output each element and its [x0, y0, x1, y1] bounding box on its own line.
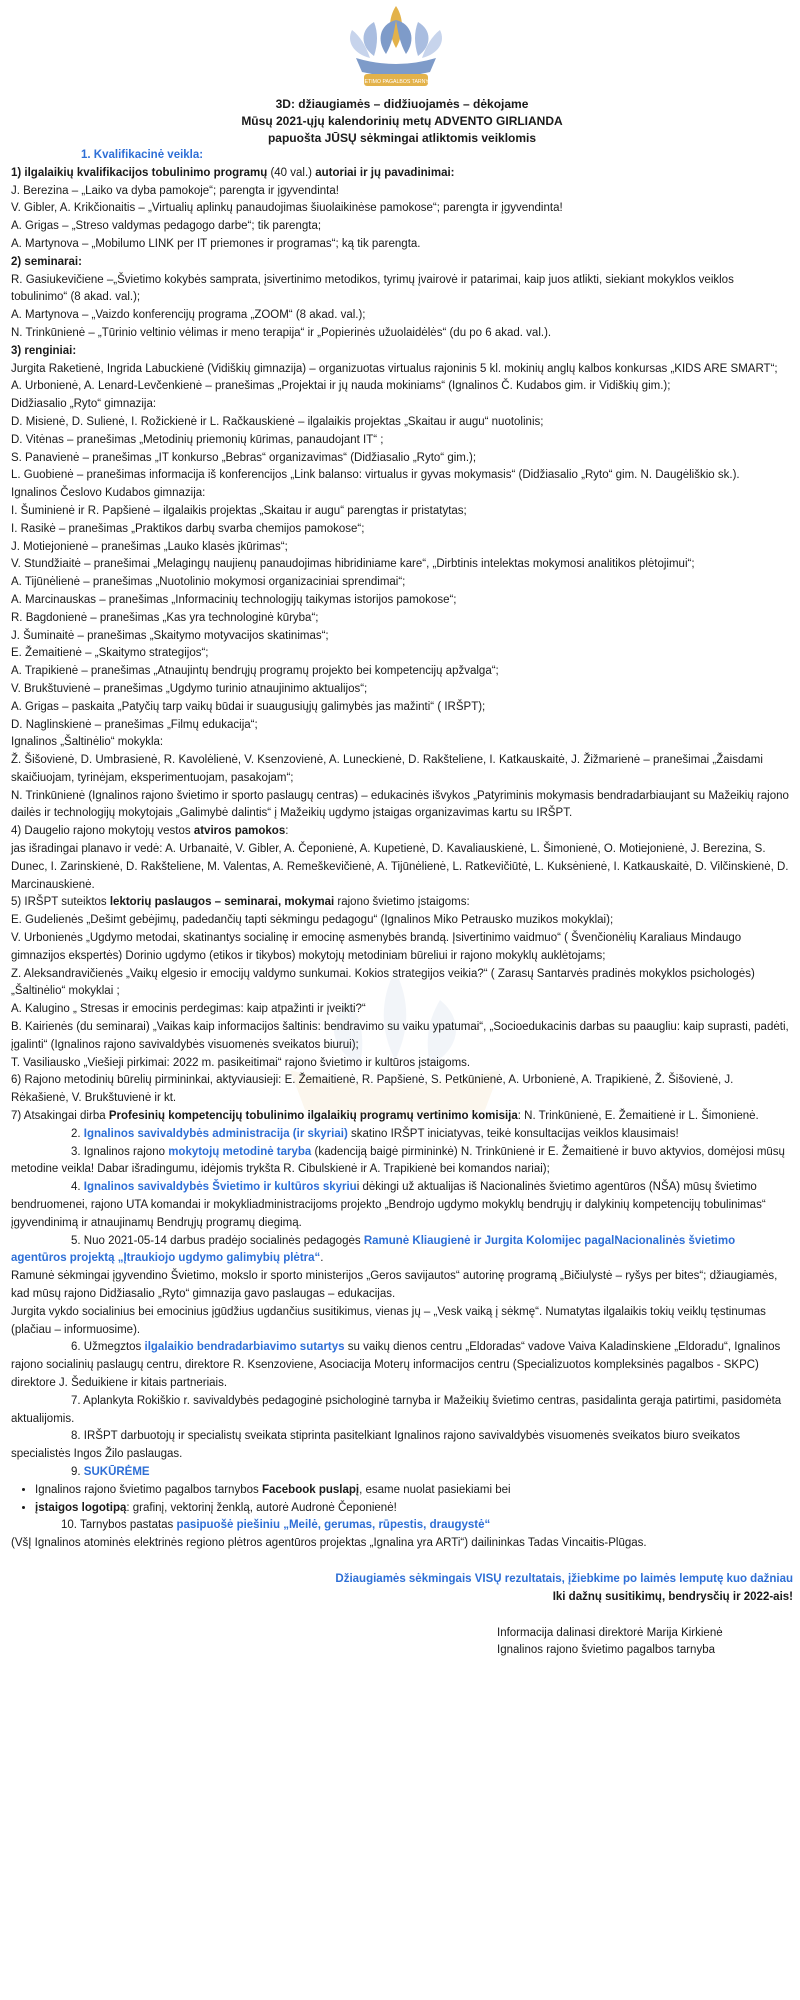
list-item: Didžiasalio „Ryto“ gimnazija: — [11, 398, 157, 411]
list-item: A. Martynova – „Mobilumo LINK per IT priemones ir programas“; ką tik parengta. — [11, 237, 421, 250]
list-item: V. Brukštuvienė – pranešimas „Ugdymo turinio atnaujinimo aktualijos“; — [11, 682, 368, 695]
closing-line-2: Iki dažnų susitikimų, bendrysčių ir 2022-ais! — [552, 1590, 793, 1603]
title-line-3: papuošta JŪSŲ sėkmingai atliktomis veiklomis — [267, 131, 537, 145]
document-body — [11, 96, 793, 1660]
methodical-groups-paragraph: 6) Rajono metodinių būrelių pirmininkai, aktyviausieji: E. Žemaitienė, R. Papšienė, S. Petkūnienė, A. Urbonienė, A. Trapikienė, Ž. Šišovienė, J. Rėkašienė, V. Brukštuvienė ir kt. — [11, 1074, 734, 1105]
list-item: Ignalinos „Šaltinėlio“ mokykla: — [11, 736, 164, 749]
paragraph-7: 7. Aplankyta Rokiškio r. savivaldybės pedagoginė psichologinė tarnyba ir Mažeikių švietimo centras, pasidalinta gerąja patirtimi, pasidomėta aktualijomis. — [11, 1394, 782, 1425]
title-line-1: 3D: džiaugiamės – didžiuojamės – dėkojame — [275, 97, 529, 111]
lecturer-services-heading: 5) IRŠPT suteiktos lektorių paslaugos – seminarai, mokymai rajono švietimo įstaigoms: — [11, 896, 470, 909]
open-lessons-list: jas išradingai planavo ir vedė: A. Urbanaitė, V. Gibler, A. Čeponienė, A. Kupetienė, D. Kavaliauskienė, L. Šimonienė, O. Motiejonienė, J. Berezina, S. Dunec, I. Zarinskienė, D. Rakšteliene, M. Valentas, A. Remeškevičienė, A. Tijūnėlienė, L. Ratkevičiūtė, L. Kuksėnienė, I. Katkauskaitė, D. Vilčinskienė, D. Marcinauskienė. — [11, 843, 789, 891]
subsection-events-heading: 3) renginiai: — [11, 344, 77, 357]
subsection-programs-heading: 1) ilgalaikių kvalifikacijos tobulinimo programų (40 val.) autoriai ir jų pavadinimai: — [11, 166, 455, 179]
paragraph-5-jurgita: Jurgita vykdo socialinius bei emocinius įgūdžius ugdančius susitikimus, vienas jų – „Vesk vaiką į sėkmę“. Numatytas ilgalaikis tokių veiklų tęstinumas (plačiau – informuosime). — [11, 1305, 766, 1336]
list-item: S. Panavienė – pranešimas „IT konkurso „Bebras“ organizavimas“ (Didžiasalio „Ryto“ gim.); — [11, 451, 477, 464]
list-item: Ž. Šišovienė, D. Umbrasienė, R. Kavolėlienė, V. Ksenzovienė, A. Luneckienė, D. Rakšteliene, I. Katkauskaitė, J. Žižmarienė – pranešimai „Žaisdami skaičiuojam, tyrinėjam, eksperimentuojam, pasakojam“; — [11, 754, 763, 784]
subsection-seminars-heading: 2) seminarai: — [11, 255, 82, 268]
paragraph-5-ramune: Ramunė sėkmingai įgyvendino Švietimo, mokslo ir sporto ministerijos „Geros savijautos“ autorinę programą „Bičiulystė – ryšys per bites“; džiaugiamės, kad mūsų rajono Didžiasalio „Ryto“ gimnazija gavo paslaugas – edukacijas. — [11, 1270, 778, 1300]
closing-line-1: Džiaugiamės sėkmingais VISŲ rezultatais, įžiebkime po laimės lemputę kuo dažniau — [335, 1572, 793, 1585]
list-item: D. Misienė, D. Sulienė, I. Rožickienė ir L. Račkauskienė – ilgalaikis projektas „Skaitau ir augu“ nuotolinis; — [11, 415, 544, 428]
paragraph-9: 9. SUKŪRĖME — [71, 1465, 150, 1478]
list-item: J. Berezina – „Laiko va dyba pamokoje“; parengta ir įgyvendinta! — [11, 184, 339, 197]
list-item-facebook: • Ignalinos rajono švietimo pagalbos tarnybos Facebook puslapį, esame nuolat pasiekiami bei — [35, 1482, 793, 1500]
list-item: N. Trinkūnienė (Ignalinos rajono švietimo ir sporto paslaugų centras) – edukacinės išvykos „Patyriminis mokymasis bendradarbiaujant su Mažeikių rajono dailės ir technologijų mokytojais „Galimybė dalintis“ į Mažeikių ugdymo įstaigas organizavimas kartu su IRŠPT. — [11, 789, 789, 820]
signature-line-1: Informacija dalinasi direktorė Marija Kirkienė — [497, 1626, 723, 1639]
paragraph-5: 5. Nuo 2021-05-14 darbus pradėjo socialinės pedagogės Ramunė Kliaugienė ir Jurgita Kolomijec pagalNacionalinės švietimo agentūros projektą „Įtraukiojo ugdymo galimybių plėtra“. — [11, 1234, 736, 1265]
list-item: A. Grigas – paskaita „Patyčių tarp vaikų būdai ir suaugusiųjų galimybės jas mažinti“ ( IRŠPT); — [11, 700, 486, 713]
list-item: A. Tijūnėlienė – pranešimas „Nuotolinio mokymosi organizaciniai sprendimai“; — [11, 576, 406, 589]
logo-text: ŠVIETIMO PAGALBOS TARNYBA — [356, 79, 436, 85]
paragraph-8: 8. IRŠPT darbuotojų ir specialistų sveikata stiprinta pasitelkiant Ignalinos rajono savivaldybės visuomenės sveikatos biuro sveikatos specialistės Ingos Žilo paslaugas. — [11, 1430, 741, 1461]
list-item: E. Gudelienės „Dešimt gebėjimų, padedančių tapti sėkmingu pedagogu“ (Ignalinos Miko Petrausko muzikos mokyklai); — [11, 914, 614, 927]
list-item: V. Gibler, A. Krikčionaitis – „Virtualių aplinkų panaudojimas šiuolaikinėse pamokose“; parengta ir įgyvendinta! — [11, 202, 563, 215]
list-item: Jurgita Raketienė, Ingrida Labuckienė (Vidiškių gimnazija) – organizuotas virtualus rajoninis 5 kl. mokinių anglų kalbos konkursas „KIDS ARE SMART“; — [11, 362, 778, 375]
paragraph-3: 3. Ignalinos rajono mokytojų metodinė taryba (kadenciją baigė pirmininkė) N. Trinkūnienė ir E. Žemaitienė ir buvo aktyvios, domėjosi mūsų metodine veikla! Dabar išradingumu, idėjomis trykšta R. Cibulskienė ir A. Trapikienė bei komandos nariai); — [11, 1145, 785, 1176]
list-item: A. Urbonienė, A. Lenard-Levčenkienė – pranešimas „Projektai ir jų nauda mokiniams“ (Ignalinos Č. Kudabos gim. ir Vidiškių gim.); — [11, 380, 671, 393]
list-item: A. Kalugino „ Stresas ir emocinis perdegimas: kaip atpažinti ir įveikti?“ — [11, 1003, 366, 1016]
paragraph-4: 4. Ignalinos savivaldybės Švietimo ir kultūros skyriui dėkingi už aktualijas iš Nacionalinės švietimo agentūros (NŠA) mūsų švietimo bendruomenei, rajono UTA komandai ir mokykliadministracijoms projekto „Bendrojo ugdymo mokyklų bendrųjų ir dalykinių kompetencijų tobulinimas“ įgyvendinimą ir atnaujinamų Bendrųjų programų diegimą. — [11, 1181, 766, 1229]
list-item: J. Šuminaitė – pranešimas „Skaitymo motyvacijos skatinimas“; — [11, 629, 329, 642]
list-item: A. Marcinauskas – pranešimas „Informacinių technologijų taikymas istorijos pamokose“; — [11, 593, 457, 606]
list-item: A. Grigas – „Streso valdymas pedagogo darbe“; tik parengta; — [11, 220, 322, 233]
list-item: D. Vitėnas – pranešimas „Metodinių priemonių kūrimas, panaudojant IT“ ; — [11, 433, 384, 446]
open-lessons-heading: 4) Daugelio rajono mokytojų vestos atviros pamokos: — [11, 825, 289, 838]
list-item: N. Trinkūnienė – „Tūrinio veltinio vėlimas ir meno terapija“ ir „Popierinės užuolaidėlės“ (du po 6 akad. val.). — [11, 326, 552, 339]
list-item: A. Martynova – „Vaizdo konferencijų programa „ZOOM“ (8 akad. val.); — [11, 309, 366, 322]
list-item: R. Gasiukevičiene –„Švietimo kokybės samprata, įsivertinimo metodikos, tyrimų įvairovė ir patarimai, kaip juos atlikti, siekiant mokyklos veiklos tobulinimo“ (8 akad. val.); — [11, 273, 734, 304]
list-item: V. Urbonienės „Ugdymo metodai, skatinantys socialinę ir emocinę asmenybės brandą. Įsivertinimo vaidmuo“ ( Švenčionėlių Karaliaus Mindaugo gimnazijos ekspertės) Dorinio ugdymo (etikos ir tikybos) mokytojų metodiniam būreliui ir rajono mokyklų auklėtojams; — [11, 932, 742, 962]
list-item: A. Trapikienė – pranešimas „Atnaujintų bendrųjų programų projekto bei kompetencijų apžvalga“; — [11, 665, 499, 678]
list-item: Ignalinos Česlovo Kudabos gimnazija: — [11, 487, 206, 500]
section-heading-qualification: 1. Kvalifikacinė veikla: — [81, 149, 204, 161]
paragraph-10-note: (VšĮ Ignalinos atominės elektrinės regiono plėtros agentūros projektas „Ignalina yra ARTi“) dailininkas Tadas Vincaitis-Plūgas. — [11, 1537, 647, 1550]
list-item: V. Stundžiaitė – pranešimai „Melagingų naujienų panaudojimas hibridiniame kare“, „Dirbtinis intelektas mokymosi analitikos plėtojimui“; — [11, 558, 695, 571]
list-item: B. Kairienės (du seminarai) „Vaikas kaip informacijos šaltinis: bendravimo su vaiku ypatumai“, „Socioedukacinis darbas su paaugliu: kaip suprasti, padėti, įgalinti“ (Ignalinos rajono savivaldybės visuomenės sveikatos biurui); — [11, 1021, 789, 1051]
title-line-2: Mūsų 2021-ųjų kalendorinių metų ADVENTO GIRLIANDA — [241, 114, 563, 128]
list-item: D. Naglinskienė – pranešimas „Filmų edukacija“; — [11, 718, 258, 731]
list-item: I. Rasikė – pranešimas „Praktikos darbų svarba chemijos pamokose“; — [11, 522, 365, 535]
list-item-logo: • įstaigos logotipą: grafinį, vektorinį ženklą, autorė Audronė Čeponienė! — [35, 1500, 793, 1518]
list-item: L. Guobienė – pranešimas informacija iš konferencijos „Link balanso: virtualus ir gyvas mokymasis“ (Didžiasalio „Ryto“ gim. N. Daugėliškio sk.). — [11, 469, 740, 482]
signature-line-2: Ignalinos rajono švietimo pagalbos tarnyba — [497, 1644, 715, 1657]
paragraph-2: 2. Ignalinos savivaldybės administracija (ir skyriai) skatino IRŠPT iniciatyvas, teikė konsultacijas veiklos klausimais! — [71, 1127, 679, 1140]
list-item: T. Vasiliausko „Viešieji pirkimai: 2022 m. pasikeitimai“ rajono švietimo ir kultūros įstaigoms. — [11, 1056, 471, 1069]
created-items-list — [11, 1482, 793, 1518]
document-title — [11, 96, 793, 147]
commission-paragraph: 7) Atsakingai dirba Profesinių kompetencijų tobulinimo ilgalaikių programų vertinimo komisija: N. Trinkūnienė, E. Žemaitienė ir L. Šimonienė. — [11, 1110, 759, 1123]
list-item: E. Žemaitienė – „Skaitymo strategijos“; — [11, 647, 209, 660]
list-item: J. Motiejonienė – pranešimas „Lauko klasės įkūrimas“; — [11, 540, 288, 553]
list-item: I. Šuminienė ir R. Papšienė – ilgalaikis projektas „Skaitau ir augu“ parengtas ir pristatytas; — [11, 504, 467, 517]
paragraph-6: 6. Užmegztos ilgalaikio bendradarbiavimo sutartys su vaikų dienos centru „Eldoradas“ vadove Vaiva Kaladinskiene „Eldoradu“, Ignalinos rajono socialinių paslaugų centru, direktore R. Ksenzoviene, Asociacija Moterų informacijos centru (Specializuotos kompleksinės pagalbos - SKPC) direktore J. Šeduikiene ir kitais partneriais. — [11, 1341, 781, 1389]
list-item: Z. Aleksandravičienės „Vaikų elgesio ir emocijų valdymo sunkumai. Kokios strategijos veikia?“ ( Zarasų Santarvės pradinės mokyklos psichologės) „Šaltinėlio“ mokyklai ; — [11, 967, 755, 998]
paragraph-10: 10. Tarnybos pastatas pasipuošė piešiniu „Meilė, gerumas, rūpestis, draugystė“ — [61, 1519, 491, 1532]
list-item: R. Bagdonienė – pranešimas „Kas yra technologinė kūryba“; — [11, 611, 319, 624]
logo-image — [330, 0, 462, 96]
